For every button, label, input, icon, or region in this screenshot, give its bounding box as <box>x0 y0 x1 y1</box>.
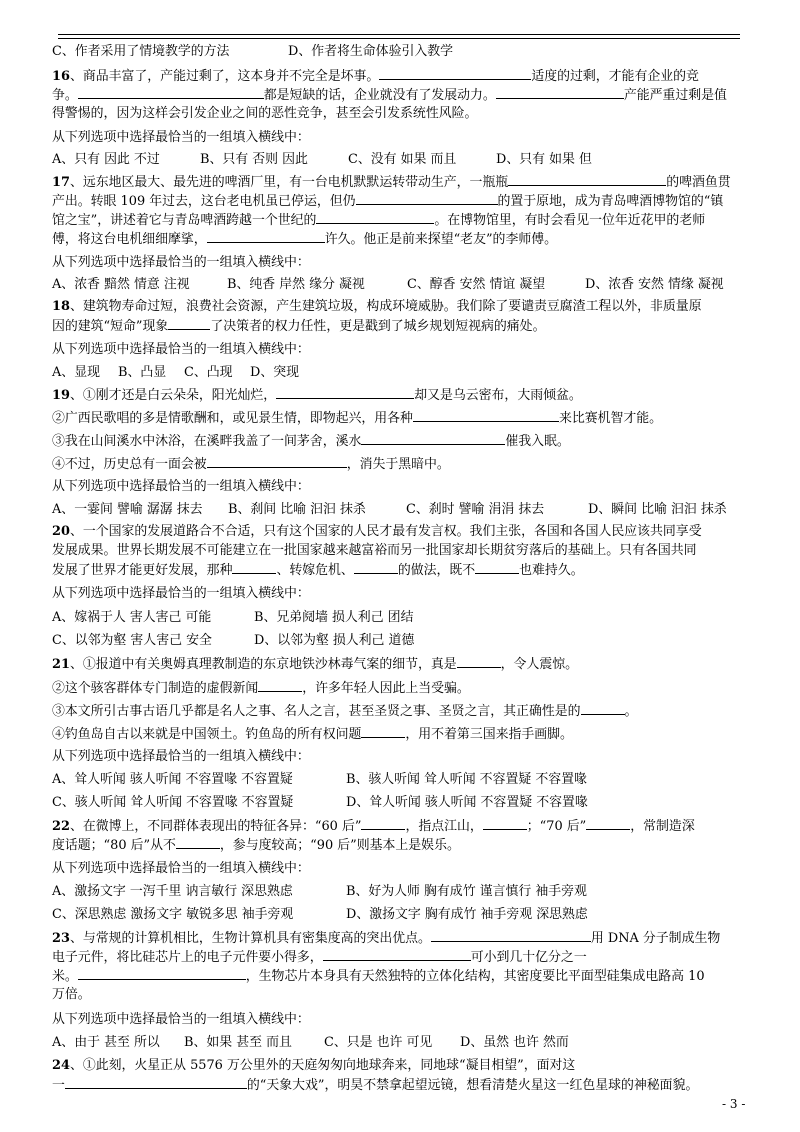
option-b[interactable]: B、凸显 <box>118 365 167 380</box>
option-d[interactable]: D、以邻为壑 损人利己 道德 <box>254 633 415 648</box>
q21-sentence-2: ②这个骇客群体专门制造的虚假新闻 ，许多年轻人因此上当受骗。 <box>52 681 470 696</box>
fill-blank[interactable] <box>496 86 624 99</box>
fill-blank[interactable] <box>78 967 246 980</box>
q16-line-1: 16、商品丰富了，产能过剩了，这本身并不完全是坏事。 适度的过剩，才能有企业的竞 <box>52 69 699 84</box>
q20-options-row-2 <box>52 632 414 650</box>
q17-line-4: 傅，将这台电机细细摩挲， 许久。他正是前来探望“老友”的李师傅。 <box>52 232 558 247</box>
q16-line-2: 争。 都是短缺的话，企业就没有了发展动力。 产能严重过剩是值 <box>52 88 727 103</box>
instruction-text: 从下列选项中选择最恰当的一组填入横线中： <box>52 749 310 764</box>
fill-blank[interactable] <box>354 561 398 574</box>
option-d[interactable]: D、只有 如果 但 <box>496 152 592 167</box>
option-b[interactable]: B、好为人师 胸有成竹 谨言慎行 袖手旁观 <box>346 884 587 899</box>
option-a[interactable]: A、浓香 黯然 情意 注视 <box>52 277 190 292</box>
instruction-text: 从下列选项中选择最恰当的一组填入横线中： <box>52 586 310 601</box>
option-c[interactable]: C、没有 如果 而且 <box>348 152 457 167</box>
fill-blank[interactable] <box>413 409 559 422</box>
q21-sentence-4: ④钓鱼岛自古以来就是中国领土。钓鱼岛的所有权问题 ，用不着第三国来指手画脚。 <box>52 727 573 742</box>
option-d[interactable]: D、耸人听闻 骇人听闻 不容置疑 不容置喙 <box>346 795 588 810</box>
option-b[interactable]: B、如果 甚至 而且 <box>184 1035 292 1050</box>
option-a[interactable]: A、一霎间 譬喻 潺潺 抹去 <box>52 502 203 517</box>
option-c[interactable]: C、以邻为壑 害人害己 安全 <box>52 633 212 648</box>
q17-line-1: 17、远东地区最大、最先进的啤酒厂里，有一台电机默默运转带动生产，一瓶瓶 的啤酒鱼贯 <box>52 175 731 190</box>
q21-options-row-1 <box>52 771 587 789</box>
option-d[interactable]: D、激扬文字 胸有成竹 袖手旁观 深思熟虑 <box>346 907 588 922</box>
question-number: 18 <box>52 299 70 314</box>
instruction-text: 从下列选项中选择最恰当的一组填入横线中： <box>52 479 310 494</box>
q21-sentence-1: 21、①报道中有关奥姆真理教制造的东京地铁沙林毒气案的细节，真是 ，令人震惊。 <box>52 657 579 672</box>
question-number: 22 <box>52 819 70 834</box>
fill-blank[interactable] <box>258 679 302 692</box>
option-a[interactable]: A、显现 <box>52 365 100 380</box>
option-b[interactable]: B、纯香 岸然 缘分 凝视 <box>227 277 365 292</box>
q18-options <box>52 364 299 382</box>
question-number: 24 <box>52 1058 70 1073</box>
option-b[interactable]: B、兄弟阋墙 损人利己 团结 <box>254 610 414 625</box>
fill-blank[interactable] <box>475 561 519 574</box>
question-number: 23 <box>52 931 70 946</box>
q23-line-4: 万倍。 <box>52 987 91 1002</box>
option-c[interactable]: C、醇香 安然 情谊 凝望 <box>407 277 546 292</box>
header-rule-thick <box>58 34 740 35</box>
q23-options <box>52 1034 569 1052</box>
fill-blank[interactable] <box>379 67 531 80</box>
option-a[interactable]: A、激扬文字 一泻千里 讷言敏行 深思熟虑 <box>52 884 293 899</box>
instruction-text: 从下列选项中选择最恰当的一组填入横线中： <box>52 255 310 270</box>
question-number: 20 <box>52 524 70 539</box>
fill-blank[interactable] <box>457 655 501 668</box>
q18-line-2: 因的建筑“短命”现象 了决策者的权力任性，更是戳到了城乡规划短视病的痛处。 <box>52 319 546 334</box>
q17-line-2: 产出。转眼 109 年过去，这台老电机虽已停运，但仍 的置于原地，成为青岛啤酒博物馆的“镇 <box>52 194 724 209</box>
fill-blank[interactable] <box>581 702 625 715</box>
option-d: D、作者将生命体验引入教学 <box>288 44 454 59</box>
option-c[interactable]: C、深思熟虑 激扬文字 敏锐多思 袖手旁观 <box>52 907 294 922</box>
header-rule-thin <box>58 38 740 39</box>
q19-options <box>52 501 727 519</box>
fill-blank[interactable] <box>431 929 591 942</box>
instruction-text: 从下列选项中选择最恰当的一组填入横线中： <box>52 1012 310 1027</box>
q20-line-1: 20、一个国家的发展道路合不合适，只有这个国家的人民才最有发言权。我们主张，各国和各国人民应该共同享受 <box>52 524 702 539</box>
page-number: - 3 - <box>722 1097 746 1111</box>
q23-line-2: 电子元件，将比硅芯片上的电子元件要小得多， 可小到几十亿分之一 <box>52 950 587 965</box>
fill-blank[interactable] <box>586 817 630 830</box>
q17-line-3: 馆之宝”，讲述着它与青岛啤酒跨越一个世纪的 。在博物馆里，有时会看见一位年近花甲的老师 <box>52 213 706 228</box>
q22-options-row-2 <box>52 906 588 924</box>
fill-blank[interactable] <box>78 86 264 99</box>
question-number: 17 <box>52 175 70 190</box>
question-number: 21 <box>52 657 70 672</box>
option-a[interactable]: A、只有 因此 不过 <box>52 152 160 167</box>
q22-options-row-1 <box>52 883 587 901</box>
fill-blank[interactable] <box>508 173 666 186</box>
question-number: 19 <box>52 388 70 403</box>
q19-sentence-2: ②广西民歌唱的多是情歌酬和，或见景生情，即物起兴，用各种 来比赛机智才能。 <box>52 411 663 426</box>
q24-line-2: 一 的“天象大戏”，明昊不禁拿起望远镜，想看清楚火星这一红色星球的神秘面貌。 <box>52 1078 699 1093</box>
q20-line-3: 发展了世界才能更好发展，那种 、转嫁危机、 的做法，既不 也难持久。 <box>52 563 584 578</box>
q21-options-row-2 <box>52 794 588 812</box>
option-b[interactable]: B、只有 否则 因此 <box>200 152 308 167</box>
q23-line-1: 23、与常规的计算机相比，生物计算机具有密集度高的突出优点。 用 DNA 分子制成生物 <box>52 931 721 946</box>
option-c: C、作者采用了情境教学的方法 <box>52 44 230 59</box>
q16-options <box>52 151 592 169</box>
fill-blank[interactable] <box>65 1076 247 1089</box>
option-b[interactable]: B、骇人听闻 耸人听闻 不容置疑 不容置喙 <box>346 772 587 787</box>
q19-sentence-4: ④不过，历史总有一面会被 ，消失于黑暗中。 <box>52 457 450 472</box>
question-number: 16 <box>52 69 70 84</box>
instruction-text: 从下列选项中选择最恰当的一组填入横线中： <box>52 342 310 357</box>
option-d[interactable]: D、突现 <box>250 365 300 380</box>
instruction-text: 从下列选项中选择最恰当的一组填入横线中： <box>52 130 310 145</box>
option-a[interactable]: A、耸人听闻 骇人听闻 不容置喙 不容置疑 <box>52 772 293 787</box>
fill-blank[interactable] <box>168 317 210 330</box>
q22-line-2: 度话题；“80 后”从不 ，参与度较高；“90 后”则基本上是娱乐。 <box>52 838 460 853</box>
option-c[interactable]: C、刹时 譬喻 涓涓 抹去 <box>406 502 545 517</box>
fill-blank[interactable] <box>361 817 405 830</box>
option-a[interactable]: A、嫁祸于人 害人害己 可能 <box>52 610 212 625</box>
fill-blank[interactable] <box>207 455 347 468</box>
q20-options-row-1 <box>52 609 413 627</box>
prev-question-options <box>52 43 453 61</box>
fill-blank[interactable] <box>356 192 498 205</box>
fill-blank[interactable] <box>276 386 414 399</box>
q16-line-3: 得警惕的，因为这样会引发企业之间的恶性竞争，甚至会引发系统性风险。 <box>52 106 478 121</box>
q17-options <box>52 276 724 294</box>
q21-sentence-3: ③本文所引古事古语几乎都是名人之事、名人之言，甚至圣贤之事、圣贤之言，其正确性是的 。 <box>52 704 638 719</box>
option-c[interactable]: C、只是 也许 可见 <box>324 1035 433 1050</box>
option-d[interactable]: D、瞬间 比喻 汩汩 抹杀 <box>588 502 727 517</box>
q20-line-2: 发展成果。世界长期发展不可能建立在一批国家越来越富裕而另一批国家却长期贫穷落后的基础上。只有各国共同 <box>52 543 697 558</box>
option-b[interactable]: B、刹间 比喻 汩汩 抹杀 <box>228 502 366 517</box>
q19-sentence-3: ③我在山间溪水中沐浴，在溪畔我盖了一间茅舍，溪水 催我入眠。 <box>52 434 570 449</box>
option-a[interactable]: A、由于 甚至 所以 <box>52 1035 160 1050</box>
q18-line-1: 18、建筑物寿命过短，浪费社会资源，产生建筑垃圾，构成环境威胁。我们除了要谴责豆腐渣工程以外，非质量原 <box>52 299 702 314</box>
option-c[interactable]: C、骇人听闻 耸人听闻 不容置喙 不容置疑 <box>52 795 294 810</box>
fill-blank[interactable] <box>316 211 434 224</box>
instruction-text: 从下列选项中选择最恰当的一组填入横线中： <box>52 861 310 876</box>
q19-sentence-1: 19、①刚才还是白云朵朵，阳光灿烂， 却又是乌云密布，大雨倾盆。 <box>52 388 582 403</box>
option-c[interactable]: C、凸现 <box>184 365 233 380</box>
q24-line-1: 24、①此刻，火星正从 5576 万公里外的天庭匆匆向地球奔来，同地球“凝目相望”，面对这 <box>52 1058 576 1073</box>
fill-blank[interactable] <box>232 561 276 574</box>
option-d[interactable]: D、浓香 安然 情缘 凝视 <box>585 277 724 292</box>
fill-blank[interactable] <box>207 230 325 243</box>
q23-line-3: 米。 ，生物芯片本身具有天然独特的立体化结构，其密度要比平面型硅集成电路高 10 <box>52 969 705 984</box>
option-d[interactable]: D、虽然 也许 然而 <box>460 1035 569 1050</box>
fill-blank[interactable] <box>323 948 471 961</box>
fill-blank[interactable] <box>361 432 505 445</box>
fill-blank[interactable] <box>361 725 405 738</box>
q22-line-1: 22、在微博上，不同群体表现出的特征各异：“60 后” ，指点江山， ；“70 后” ，常制造深 <box>52 819 695 834</box>
fill-blank[interactable] <box>483 817 527 830</box>
fill-blank[interactable] <box>176 836 220 849</box>
